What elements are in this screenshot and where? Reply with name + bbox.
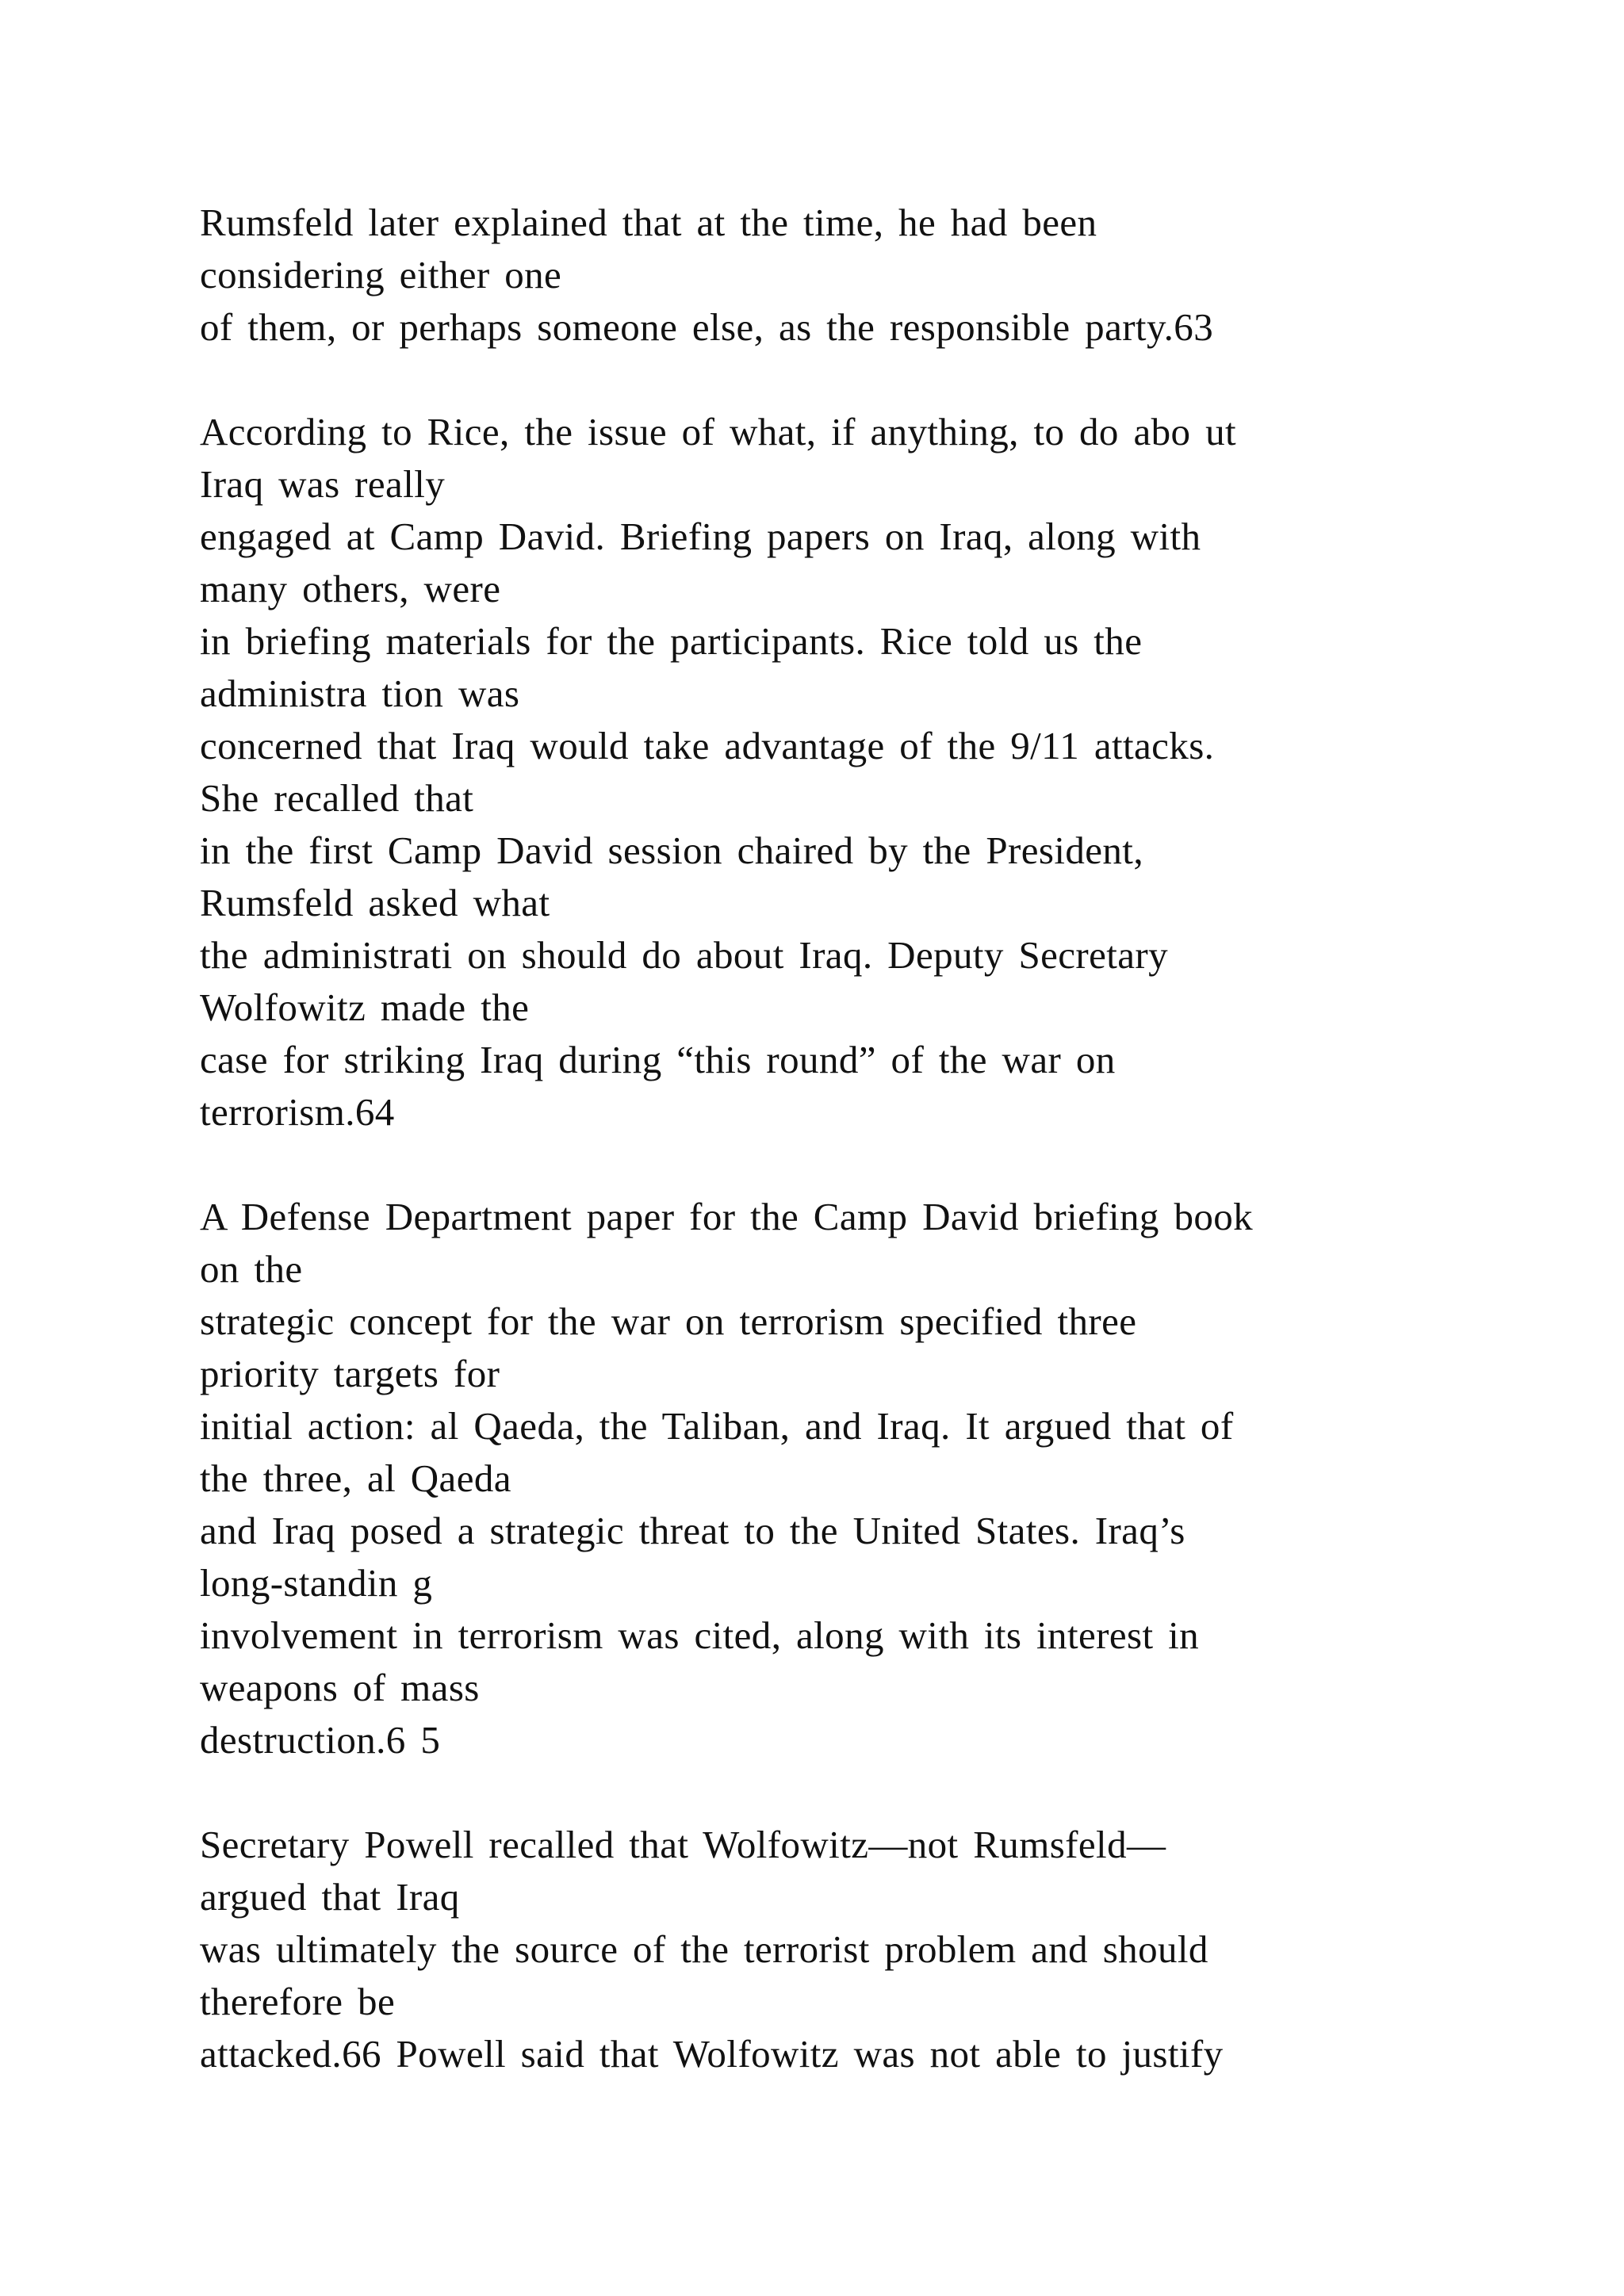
text-line: and Iraq posed a strategic threat to the United States. Iraq’s xyxy=(200,1509,1185,1552)
text-line: destruction.6 5 xyxy=(200,1718,441,1762)
paragraph-2 xyxy=(200,406,1484,1138)
paragraph-3 xyxy=(200,1191,1484,1766)
text-line: A Defense Department paper for the Camp David briefing book xyxy=(200,1195,1254,1238)
text-line: Secretary Powell recalled that Wolfowitz—not Rumsfeld— xyxy=(200,1823,1166,1866)
text-line: was ultimately the source of the terrorist problem and should xyxy=(200,1927,1208,1971)
text-line: long-standin g xyxy=(200,1561,433,1605)
text-line: administra tion was xyxy=(200,672,520,715)
text-line: argued that Iraq xyxy=(200,1875,460,1919)
paragraph-1 xyxy=(200,197,1484,354)
text-line: According to Rice, the issue of what, if anything, to do abo ut xyxy=(200,410,1236,453)
text-line: initial action: al Qaeda, the Taliban, and Iraq. It argued that of xyxy=(200,1404,1234,1448)
text-line: involvement in terrorism was cited, along with its interest in xyxy=(200,1613,1200,1657)
text-line: Rumsfeld later explained that at the time, he had been xyxy=(200,201,1097,244)
text-line: the administrati on should do about Iraq. Deputy Secretary xyxy=(200,933,1169,977)
text-line: engaged at Camp David. Briefing papers on Iraq, along with xyxy=(200,515,1201,558)
text-line: the three, al Qaeda xyxy=(200,1456,511,1500)
text-line: priority targets for xyxy=(200,1352,500,1395)
text-line: therefore be xyxy=(200,1980,396,2023)
text-line: in the first Camp David session chaired by the President, xyxy=(200,828,1143,872)
text-line: case for striking Iraq during “this round” of the war on xyxy=(200,1038,1116,1081)
body-text xyxy=(200,197,1484,2133)
paragraph-4 xyxy=(200,1819,1484,2080)
text-line: many others, were xyxy=(200,567,501,610)
text-line: in briefing materials for the participants. Rice told us the xyxy=(200,619,1143,663)
text-line: Rumsfeld asked what xyxy=(200,881,550,924)
text-line: She recalled that xyxy=(200,776,474,820)
text-line: Iraq was really xyxy=(200,462,446,506)
text-line: weapons of mass xyxy=(200,1666,480,1709)
text-line: of them, or perhaps someone else, as the responsible party.63 xyxy=(200,305,1214,349)
text-line: considering either one xyxy=(200,253,562,297)
text-line: terrorism.64 xyxy=(200,1090,395,1134)
text-line: attacked.66 Powell said that Wolfowitz was not able to justify xyxy=(200,2032,1224,2076)
text-line: concerned that Iraq would take advantage of the 9/11 attacks. xyxy=(200,724,1215,767)
text-line: strategic concept for the war on terrorism specified three xyxy=(200,1299,1137,1343)
text-line: Wolfowitz made the xyxy=(200,985,530,1029)
text-line: on the xyxy=(200,1247,303,1291)
